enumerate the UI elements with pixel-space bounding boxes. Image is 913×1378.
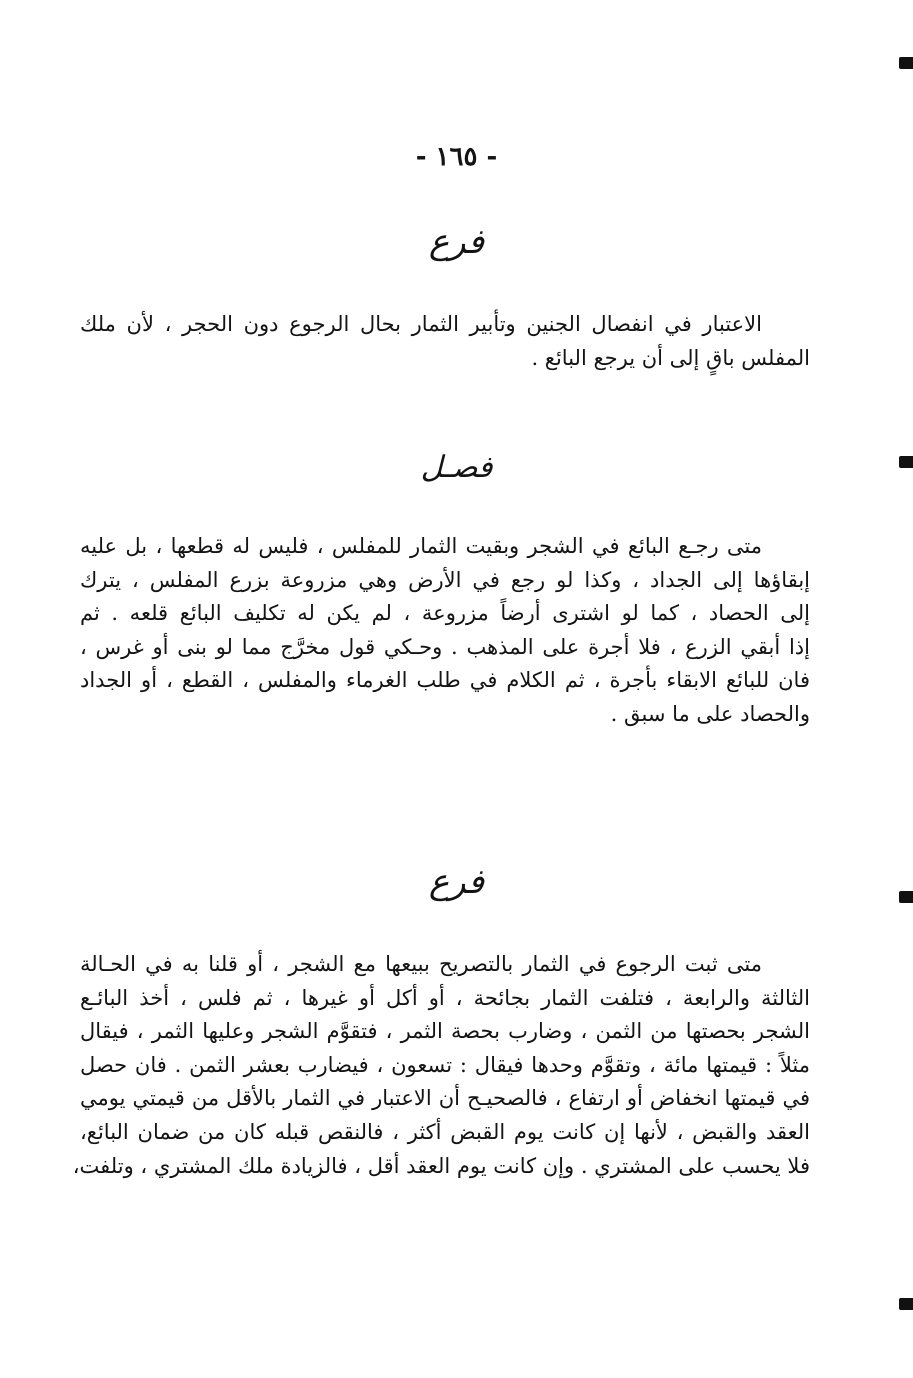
text-line: الاعتبار في انفصال الجنين وتأبير الثمار بحال الرجوع دون الحجر ، لأن ملك (80, 312, 762, 336)
scan-margin-mark (899, 1298, 913, 1310)
text-line: متى ثبت الرجوع في الثمار بالتصريح ببيعها مع الشجر ، أو قلنا به في الحـالة (80, 952, 762, 976)
text-line: المفلس باقٍ إلى أن يرجع البائع . (531, 345, 810, 370)
text-line: إذا أبقي الزرع ، فلا أجرة على المذهب . وحـكي قول مخرَّج مما لو بنى أو غرس ، (80, 634, 810, 659)
text-line: الشجر بحصتها من الثمن ، وضارب بحصة الثمر ، فتقوَّم الشجر وعليها الثمر ، فيقال (80, 1019, 810, 1044)
text-line: مثلاً : قيمتها مائة ، وتقوَّم وحدها فيقال : تسعون ، فيضارب بعشر الثمن . فان حصل (80, 1052, 810, 1077)
text-line: الثالثة والرابعة ، فتلفت الثمار بجائحة ، أو أكل أو غيرها ، ثم فلس ، أخذ البائـع (80, 985, 810, 1010)
scan-margin-mark (899, 456, 913, 468)
text-line: إلى الحصاد ، كما لو اشترى أرضاً مزروعة ، لم يكن له تكليف البائع قلعه . ثم (80, 601, 810, 626)
section-heading-far: فرع (428, 222, 485, 262)
scan-margin-mark (899, 57, 913, 69)
scan-margin-mark (899, 891, 913, 903)
text-line: فان للبائع الابقاء بأجرة ، ثم الكلام في طلب الغرماء والمفلس ، القطع ، أو الجداد (80, 668, 810, 693)
text-line: العقد والقبض ، لأنها إن كانت يوم القبض أكثر ، فالنقص قبله كان من ضمان البائع، (80, 1119, 810, 1144)
text-line: متى رجـع البائع في الشجر وبقيت الثمار للمفلس ، فليس له قطعها ، بل عليه (80, 534, 762, 558)
text-line: والحصاد على ما سبق . (610, 701, 810, 726)
text-line: إبقاؤها إلى الجداد ، وكذا لو رجع في الأرض وهي مزروعة بزرع المفلس ، يترك (80, 567, 810, 592)
text-line: فلا يحسب على المشتري . وإن كانت يوم العقد أقل ، فالزيادة ملك المشتري ، وتلفت، (72, 1153, 810, 1178)
section-paragraph (80, 530, 810, 732)
text-line: في قيمتها انخفاض أو ارتفاع ، فالصحيـح أن الاعتبار في الثمار بالأقل من قيمتي يومي (80, 1086, 810, 1111)
section-paragraph (72, 948, 810, 1183)
section-heading-fasl: فصـل (420, 450, 493, 485)
section-heading-far: فرع (428, 862, 485, 902)
page-number: - ١٦٥ - (415, 142, 498, 172)
section-paragraph (80, 308, 810, 375)
